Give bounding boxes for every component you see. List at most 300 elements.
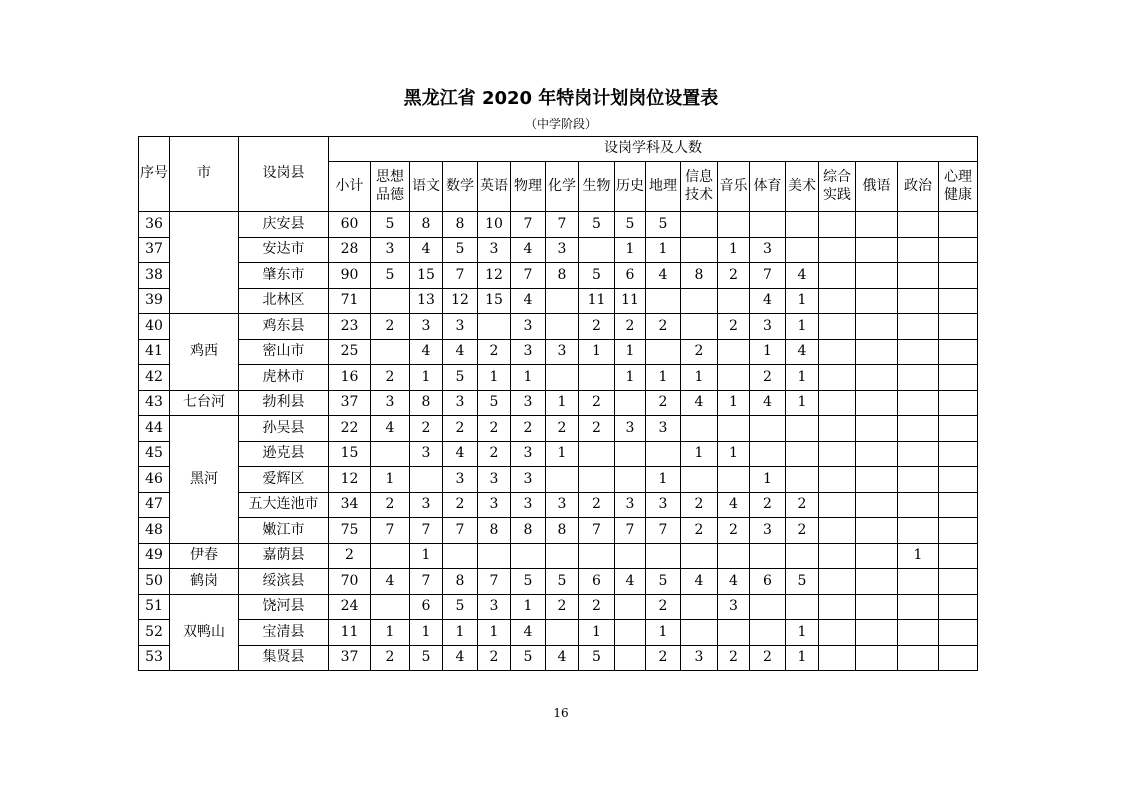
row-seq: 39: [139, 288, 170, 314]
row-value: 1: [718, 237, 750, 263]
row-value: [856, 518, 898, 544]
row-value: 2: [646, 314, 681, 340]
row-value: [681, 288, 718, 314]
row-value: 1: [786, 288, 819, 314]
row-county: 饶河县: [239, 594, 329, 620]
row-value: [939, 594, 978, 620]
row-value: 2: [579, 390, 615, 416]
row-value: [939, 263, 978, 289]
row-value: 3: [511, 492, 546, 518]
row-value: [681, 467, 718, 493]
row-value: 3: [750, 237, 786, 263]
row-value: [819, 237, 856, 263]
row-value: 4: [443, 339, 478, 365]
row-value: [546, 365, 579, 391]
row-value: 4: [410, 237, 443, 263]
row-value: 5: [371, 212, 410, 238]
row-value: 70: [329, 569, 371, 595]
header-seq: 序号: [139, 137, 170, 212]
row-value: [786, 594, 819, 620]
row-value: [646, 288, 681, 314]
row-value: 1: [443, 620, 478, 646]
table-row: [139, 416, 978, 442]
row-value: 7: [646, 518, 681, 544]
row-county: 孙吴县: [239, 416, 329, 442]
row-value: [819, 339, 856, 365]
row-county: 虎林市: [239, 365, 329, 391]
row-value: [898, 416, 939, 442]
row-value: 2: [443, 492, 478, 518]
table-row: [139, 569, 978, 595]
row-value: [856, 390, 898, 416]
row-value: [615, 441, 646, 467]
row-value: 2: [579, 492, 615, 518]
row-value: 1: [579, 339, 615, 365]
table-row: [139, 518, 978, 544]
table-row: [139, 467, 978, 493]
row-seq: 37: [139, 237, 170, 263]
row-value: 2: [750, 645, 786, 671]
row-value: [819, 467, 856, 493]
row-value: 3: [478, 492, 511, 518]
row-value: [898, 339, 939, 365]
row-value: 2: [478, 416, 511, 442]
header-subject: 数学: [443, 162, 478, 212]
row-value: 5: [443, 365, 478, 391]
row-value: 1: [681, 365, 718, 391]
row-value: [819, 441, 856, 467]
row-value: 5: [511, 645, 546, 671]
row-value: [615, 620, 646, 646]
row-value: [856, 492, 898, 518]
row-value: [856, 416, 898, 442]
row-value: 37: [329, 390, 371, 416]
row-value: [750, 594, 786, 620]
row-value: 3: [546, 339, 579, 365]
row-value: 2: [681, 339, 718, 365]
row-value: 2: [546, 594, 579, 620]
row-seq: 41: [139, 339, 170, 365]
row-value: 2: [718, 314, 750, 340]
row-value: 1: [750, 339, 786, 365]
row-value: 1: [546, 390, 579, 416]
row-value: 7: [511, 263, 546, 289]
row-value: 5: [646, 212, 681, 238]
header-subject: 小计: [329, 162, 371, 212]
row-value: 15: [410, 263, 443, 289]
header-subject: 信息技术: [681, 162, 718, 212]
row-value: 4: [371, 416, 410, 442]
row-value: [410, 467, 443, 493]
table-row: [139, 314, 978, 340]
table-row: [139, 441, 978, 467]
row-value: 3: [478, 594, 511, 620]
row-value: [371, 594, 410, 620]
row-value: 4: [786, 339, 819, 365]
row-value: [898, 263, 939, 289]
row-value: [615, 594, 646, 620]
row-value: 5: [646, 569, 681, 595]
row-value: [718, 288, 750, 314]
row-seq: 47: [139, 492, 170, 518]
row-value: 4: [511, 237, 546, 263]
row-value: 2: [478, 645, 511, 671]
row-seq: 48: [139, 518, 170, 544]
row-value: 1: [786, 620, 819, 646]
row-seq: 53: [139, 645, 170, 671]
row-value: [786, 543, 819, 569]
row-value: 23: [329, 314, 371, 340]
row-value: [819, 288, 856, 314]
row-value: [646, 543, 681, 569]
row-value: 15: [478, 288, 511, 314]
row-value: [856, 569, 898, 595]
row-value: [819, 263, 856, 289]
row-value: 5: [579, 263, 615, 289]
row-value: 1: [478, 365, 511, 391]
row-value: 2: [478, 339, 511, 365]
row-value: 4: [443, 441, 478, 467]
row-county: 北林区: [239, 288, 329, 314]
row-value: 7: [511, 212, 546, 238]
row-value: [819, 645, 856, 671]
row-value: 1: [579, 620, 615, 646]
header-subject: 物理: [511, 162, 546, 212]
row-value: 28: [329, 237, 371, 263]
row-value: [681, 416, 718, 442]
page-subtitle: （中学阶段）: [524, 117, 597, 131]
row-value: [939, 314, 978, 340]
row-value: 13: [410, 288, 443, 314]
row-value: [718, 620, 750, 646]
row-value: 3: [615, 492, 646, 518]
header-subject: 历史: [615, 162, 646, 212]
row-value: [718, 416, 750, 442]
row-value: [478, 314, 511, 340]
row-value: [898, 441, 939, 467]
row-value: [681, 620, 718, 646]
row-value: 1: [615, 339, 646, 365]
header-subject: 俄语: [856, 162, 898, 212]
row-value: [718, 212, 750, 238]
row-value: [898, 365, 939, 391]
row-value: 4: [443, 645, 478, 671]
row-value: 8: [511, 518, 546, 544]
row-value: 7: [371, 518, 410, 544]
row-value: [681, 594, 718, 620]
row-value: 3: [511, 467, 546, 493]
row-value: 4: [511, 620, 546, 646]
row-value: 1: [786, 314, 819, 340]
row-value: [615, 467, 646, 493]
row-value: 2: [786, 492, 819, 518]
row-value: 1: [646, 365, 681, 391]
row-value: [939, 492, 978, 518]
row-value: 1: [511, 365, 546, 391]
row-value: 3: [410, 314, 443, 340]
row-value: 90: [329, 263, 371, 289]
row-value: 1: [410, 620, 443, 646]
row-value: [898, 492, 939, 518]
row-county: 嫩江市: [239, 518, 329, 544]
row-value: 8: [443, 569, 478, 595]
row-value: 34: [329, 492, 371, 518]
row-value: 1: [410, 543, 443, 569]
row-value: 1: [371, 620, 410, 646]
row-value: 1: [646, 467, 681, 493]
row-seq: 45: [139, 441, 170, 467]
header-subject: 思想品德: [371, 162, 410, 212]
row-value: [856, 467, 898, 493]
row-seq: 42: [139, 365, 170, 391]
row-value: 8: [443, 212, 478, 238]
header-subject: 心理健康: [939, 162, 978, 212]
row-value: 37: [329, 645, 371, 671]
row-value: [819, 314, 856, 340]
table-row: [139, 339, 978, 365]
row-value: [371, 288, 410, 314]
row-value: 2: [718, 518, 750, 544]
row-county: 庆安县: [239, 212, 329, 238]
row-value: [718, 543, 750, 569]
row-value: 25: [329, 339, 371, 365]
row-value: 4: [681, 390, 718, 416]
row-value: [819, 212, 856, 238]
row-value: 4: [786, 263, 819, 289]
row-value: [579, 467, 615, 493]
row-value: [856, 339, 898, 365]
row-value: [546, 288, 579, 314]
row-value: 2: [371, 365, 410, 391]
row-value: 3: [443, 314, 478, 340]
row-value: [615, 543, 646, 569]
row-value: 7: [410, 518, 443, 544]
row-value: 4: [546, 645, 579, 671]
row-value: [786, 441, 819, 467]
row-city: 鹤岗: [170, 569, 239, 595]
row-seq: 52: [139, 620, 170, 646]
page-number: 16: [553, 706, 569, 720]
row-value: [786, 416, 819, 442]
header-subject: 政治: [898, 162, 939, 212]
row-county: 勃利县: [239, 390, 329, 416]
row-seq: 40: [139, 314, 170, 340]
row-value: 5: [478, 390, 511, 416]
row-value: [898, 594, 939, 620]
row-value: 6: [579, 569, 615, 595]
row-value: [898, 237, 939, 263]
row-value: [786, 237, 819, 263]
header-subjects-group: 设岗学科及人数: [329, 137, 978, 162]
row-value: [615, 645, 646, 671]
row-value: [786, 212, 819, 238]
header-subject: 英语: [478, 162, 511, 212]
row-city: 黑河: [170, 416, 239, 544]
row-value: 15: [329, 441, 371, 467]
row-value: 6: [750, 569, 786, 595]
row-value: [939, 518, 978, 544]
page-title: 黑龙江省 2020 年特岗计划岗位设置表: [403, 88, 719, 109]
row-value: [579, 441, 615, 467]
row-value: 5: [615, 212, 646, 238]
row-city: 伊春: [170, 543, 239, 569]
table-row: [139, 620, 978, 646]
row-value: 3: [646, 492, 681, 518]
row-value: 4: [750, 288, 786, 314]
row-value: [819, 569, 856, 595]
row-county: 爱辉区: [239, 467, 329, 493]
row-value: 7: [546, 212, 579, 238]
row-value: [939, 288, 978, 314]
row-value: [681, 237, 718, 263]
row-value: [646, 441, 681, 467]
row-county: 嘉荫县: [239, 543, 329, 569]
header-subject: 体育: [750, 162, 786, 212]
row-value: 2: [681, 492, 718, 518]
row-value: [681, 314, 718, 340]
row-value: 4: [681, 569, 718, 595]
row-value: 1: [750, 467, 786, 493]
row-value: 1: [786, 390, 819, 416]
row-value: 4: [410, 339, 443, 365]
row-value: [750, 441, 786, 467]
row-value: [511, 543, 546, 569]
row-value: 5: [443, 594, 478, 620]
header-subject: 化学: [546, 162, 579, 212]
row-value: [819, 620, 856, 646]
row-value: 1: [546, 441, 579, 467]
row-value: 12: [443, 288, 478, 314]
table-row: [139, 645, 978, 671]
row-seq: 51: [139, 594, 170, 620]
row-value: 3: [443, 390, 478, 416]
row-value: 2: [579, 416, 615, 442]
row-value: 2: [750, 365, 786, 391]
row-value: [898, 620, 939, 646]
row-value: 7: [443, 518, 478, 544]
table-row: [139, 543, 978, 569]
row-value: [898, 467, 939, 493]
row-value: 6: [410, 594, 443, 620]
row-value: 2: [646, 390, 681, 416]
row-value: [939, 645, 978, 671]
row-value: 2: [681, 518, 718, 544]
row-county: 肇东市: [239, 263, 329, 289]
row-value: [819, 390, 856, 416]
row-value: 1: [898, 543, 939, 569]
row-county: 逊克县: [239, 441, 329, 467]
row-value: 2: [511, 416, 546, 442]
row-value: 24: [329, 594, 371, 620]
row-value: [856, 365, 898, 391]
row-city: 双鸭山: [170, 594, 239, 671]
row-value: 2: [371, 492, 410, 518]
row-value: 2: [579, 594, 615, 620]
row-value: 3: [410, 492, 443, 518]
row-value: 3: [371, 237, 410, 263]
header-city: 市: [170, 137, 239, 212]
row-value: 3: [478, 467, 511, 493]
row-value: 2: [478, 441, 511, 467]
row-value: [718, 365, 750, 391]
row-value: [819, 594, 856, 620]
row-value: 6: [615, 263, 646, 289]
row-seq: 38: [139, 263, 170, 289]
row-value: 7: [615, 518, 646, 544]
row-value: [750, 543, 786, 569]
row-value: [819, 518, 856, 544]
row-value: 5: [371, 263, 410, 289]
row-value: 7: [478, 569, 511, 595]
row-value: 2: [443, 416, 478, 442]
row-value: 1: [681, 441, 718, 467]
row-value: 3: [646, 416, 681, 442]
row-value: 5: [786, 569, 819, 595]
row-value: 3: [750, 518, 786, 544]
row-value: [939, 467, 978, 493]
row-value: 3: [681, 645, 718, 671]
row-value: 4: [718, 492, 750, 518]
row-value: 75: [329, 518, 371, 544]
row-value: 2: [615, 314, 646, 340]
row-value: 3: [511, 441, 546, 467]
row-seq: 49: [139, 543, 170, 569]
row-value: [939, 237, 978, 263]
row-value: 10: [478, 212, 511, 238]
row-value: 1: [615, 237, 646, 263]
row-seq: 46: [139, 467, 170, 493]
row-value: [371, 339, 410, 365]
row-value: [681, 212, 718, 238]
row-value: 1: [646, 237, 681, 263]
table-row: [139, 263, 978, 289]
row-value: 2: [786, 518, 819, 544]
row-value: 2: [646, 645, 681, 671]
row-value: [546, 467, 579, 493]
row-value: [898, 212, 939, 238]
row-value: 4: [371, 569, 410, 595]
header-county: 设岗县: [239, 137, 329, 212]
row-value: [898, 518, 939, 544]
row-value: 4: [511, 288, 546, 314]
row-value: 7: [579, 518, 615, 544]
row-value: [546, 314, 579, 340]
row-value: [646, 339, 681, 365]
row-value: 1: [786, 365, 819, 391]
row-value: 2: [579, 314, 615, 340]
row-value: 5: [579, 645, 615, 671]
row-value: 5: [511, 569, 546, 595]
row-value: [819, 543, 856, 569]
row-value: [939, 212, 978, 238]
row-value: 3: [546, 492, 579, 518]
row-value: [856, 594, 898, 620]
row-value: 3: [511, 339, 546, 365]
row-value: 12: [478, 263, 511, 289]
row-value: 4: [646, 263, 681, 289]
table-row: [139, 288, 978, 314]
row-value: [939, 365, 978, 391]
row-value: 2: [718, 263, 750, 289]
row-value: [939, 339, 978, 365]
row-value: 3: [511, 390, 546, 416]
row-value: 2: [546, 416, 579, 442]
row-value: [856, 620, 898, 646]
row-value: 3: [410, 441, 443, 467]
row-value: [856, 263, 898, 289]
row-value: [898, 288, 939, 314]
row-value: [856, 314, 898, 340]
